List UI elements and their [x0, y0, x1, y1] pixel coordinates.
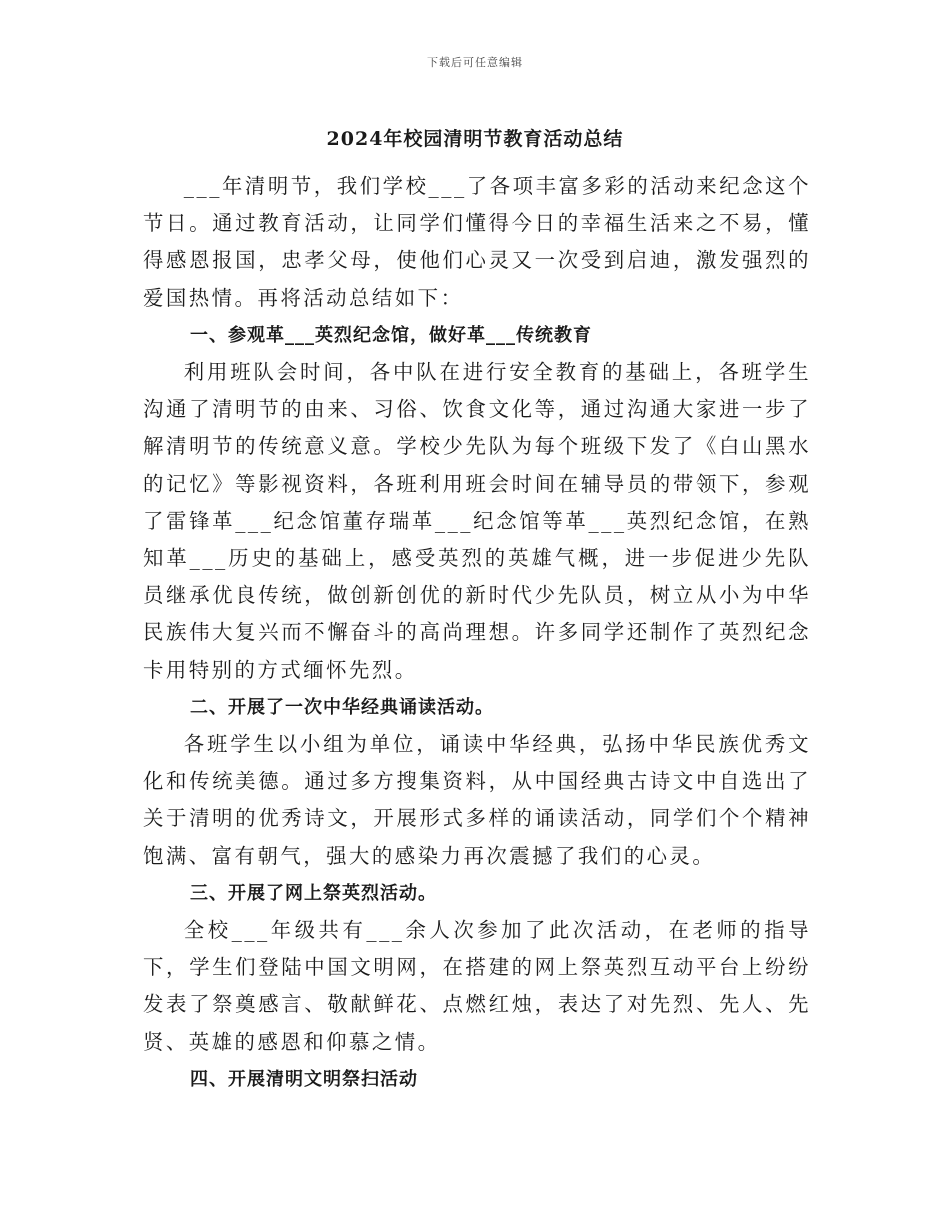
document-body: [143, 168, 811, 1098]
section-body-2: 各班学生以小组为单位，诵读中华经典，弘扬中华民族优秀文化和传统美德。通过多方搜集资料，从中国经典古诗文中自选出了关于清明的优秀诗文，开展形式多样的诵读活动，同学们个个精神饱满、富有朝气，强大的感染力再次震撼了我们的心灵。: [143, 732, 811, 868]
section-heading-1: 一、参观革___英烈纪念馆，做好革___传统教育: [190, 324, 592, 346]
document-title: 2024年校园清明节教育活动总结: [326, 128, 624, 150]
section-body-3: 全校___年级共有___余人次参加了此次活动，在老师的指导下，学生们登陆中国文明网，在搭建的网上祭英烈互动平台上纷纷发表了祭奠感言、敬献鲜花、点燃红烛，表达了对先烈、先人、先贤、英雄的感恩和仰慕之情。: [143, 918, 811, 1054]
section-body-1: 利用班队会时间，各中队在进行安全教育的基础上，各班学生沟通了清明节的由来、习俗、饮食文化等，通过沟通大家进一步了解清明节的传统意义意。学校少先队为每个班级下发了《白山黑水的记忆》等影视资料，各班利用班会时间在辅导员的带领下，参观了雷锋革___纪念馆董存瑞革___纪念馆等革___英烈纪念馆，在熟知革___历史的基础上，感受英烈的英雄气概，进一步促进少先队员继承优良传统，做创新创优的新时代少先队员，树立从小为中华民族伟大复兴而不懈奋斗的高尚理想。许多同学还制作了英烈纪念卡用特别的方式缅怀先烈。: [143, 360, 811, 682]
intro-paragraph: ___年清明节，我们学校___了各项丰富多彩的活动来纪念这个节日。通过教育活动，让同学们懂得今日的幸福生活来之不易，懂得感恩报国，忠孝父母，使他们心灵又一次受到启迪，激发强烈的爱国热情。再将活动总结如下：: [143, 174, 811, 310]
header-note: 下载后可任意编辑: [427, 56, 523, 69]
section-heading-2: 二、开展了一次中华经典诵读活动。: [190, 696, 494, 718]
section-heading-4: 四、开展清明文明祭扫活动: [190, 1068, 418, 1090]
section-heading-3: 三、开展了网上祭英烈活动。: [190, 882, 437, 904]
